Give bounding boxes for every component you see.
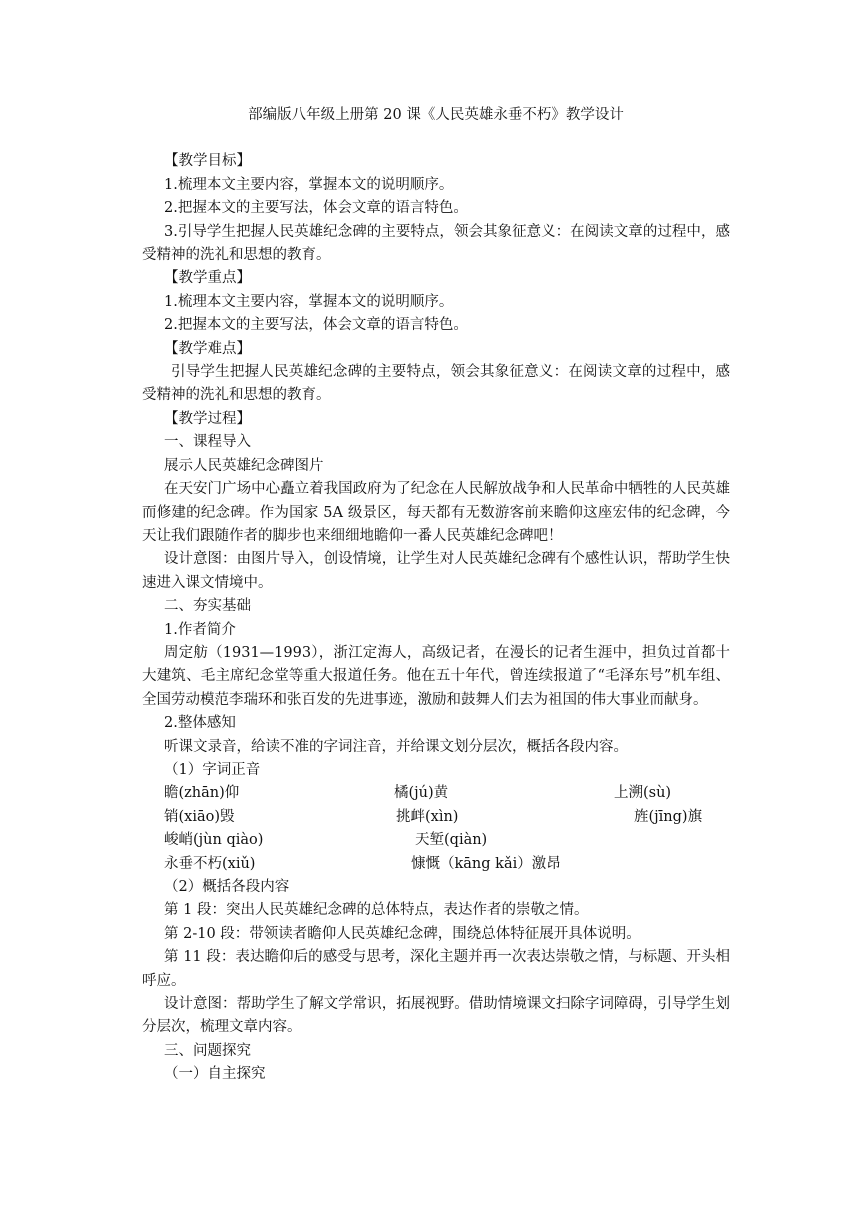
- vocab-item: 挑衅(xìn): [396, 808, 459, 825]
- difficulty-text: 引导学生把握人民英雄纪念碑的主要特点，领会其象征意义：在阅读文章的过程中，感受精神的洗礼和思想的教育。: [142, 364, 730, 404]
- vocab-heading: （1）字词正音: [164, 761, 261, 778]
- vocab-item: 天堑(qiàn): [415, 832, 488, 849]
- goal-item: 1.梳理本文主要内容，掌握本文的说明顺序。: [164, 176, 454, 193]
- page-title: 部编版八年级上册第 20 课《人民英雄永垂不朽》教学设计: [248, 107, 624, 123]
- document-page: [142, 104, 730, 1087]
- key-points-heading: 【教学重点】: [164, 270, 251, 287]
- vocab-item: 橘(jú)黄: [394, 785, 449, 802]
- process-heading: 【教学过程】: [164, 410, 251, 427]
- vocab-row: [142, 806, 730, 829]
- summary-item: 第 1 段：突出人民英雄纪念碑的总体特点，表达作者的崇敬之情。: [164, 902, 589, 919]
- key-point-item: 1.梳理本文主要内容，掌握本文的说明顺序。: [164, 293, 454, 310]
- vocab-item: 上溯(sù): [614, 785, 672, 802]
- summary-item: 第 2-10 段：带领读者瞻仰人民英雄纪念碑，围绕总体特征展开具体说明。: [164, 925, 641, 942]
- subsection-heading: 2.整体感知: [164, 715, 236, 732]
- intro-paragraph: 在天安门广场中心矗立着我国政府为了纪念在人民解放战争和人民革命中牺牲的人民英雄而修建的纪念碑。作为国家 5A 级景区，每天都有无数游客前来瞻仰这座宏伟的纪念碑，今天让我们跟随作者的脚步也来细细地瞻仰一番人民英雄纪念碑吧！: [142, 481, 730, 544]
- summary-item: 第 11 段：表达瞻仰后的感受与思考，深化主题并再一次表达崇敬之情，与标题、开头相呼应。: [142, 949, 730, 989]
- section-heading: 二、夯实基础: [164, 598, 251, 615]
- key-point-item: 2.把握本文的主要写法，体会文章的语言特色。: [164, 317, 468, 334]
- goal-item: 2.把握本文的主要写法，体会文章的语言特色。: [164, 200, 468, 217]
- author-paragraph: 周定舫（1931—1993），浙江定海人，高级记者，在漫长的记者生涯中，担负过首都十大建筑、毛主席纪念堂等重大报道任务。他在五十年代，曾连续报道了“毛泽东号”机车组、全国劳动模范李瑞环和张百发的先进事迹，激励和鼓舞人们去为祖国的伟大事业而献身。: [142, 644, 730, 708]
- goals-heading: 【教学目标】: [164, 153, 251, 170]
- vocab-row: [142, 853, 730, 876]
- section-heading: 一、课程导入: [164, 434, 251, 451]
- design-intent: 设计意图：帮助学生了解文学常识，拓展视野。借助情境课文扫除字词障碍，引导学生划分层次，梳理文章内容。: [142, 995, 730, 1036]
- vocab-item: 慷慨（kāng kǎi）激昂: [411, 855, 561, 872]
- vocab-item: 峻峭(jùn qiào): [164, 832, 264, 849]
- vocab-item: 永垂不朽(xiǔ): [164, 855, 256, 872]
- vocab-item: 销(xiāo)毁: [164, 808, 235, 825]
- summary-heading: （2）概括各段内容: [164, 878, 290, 895]
- subsection-heading: （一）自主探究: [164, 1066, 266, 1083]
- vocab-item: 瞻(zhān)仰: [164, 785, 240, 802]
- section-heading: 三、问题探究: [164, 1042, 251, 1059]
- intro-show-text: 展示人民英雄纪念碑图片: [164, 457, 324, 474]
- vocab-row: [142, 782, 730, 805]
- difficulty-heading: 【教学难点】: [164, 340, 251, 357]
- vocab-list: [142, 782, 730, 876]
- overall-paragraph: 听课文录音，给读不准的字词注音，并给课文划分层次，概括各段内容。: [164, 738, 628, 755]
- vocab-row: [142, 829, 730, 852]
- goal-item: 3.引导学生把握人民英雄纪念碑的主要特点，领会其象征意义：在阅读文章的过程中，感受精神的洗礼和思想的教育。: [142, 223, 730, 264]
- design-intent: 设计意图：由图片导入，创设情境，让学生对人民英雄纪念碑有个感性认识，帮助学生快速进入课文情境中。: [142, 551, 730, 591]
- subsection-heading: 1.作者简介: [164, 621, 236, 638]
- vocab-item: 旌(jīng)旗: [634, 808, 703, 825]
